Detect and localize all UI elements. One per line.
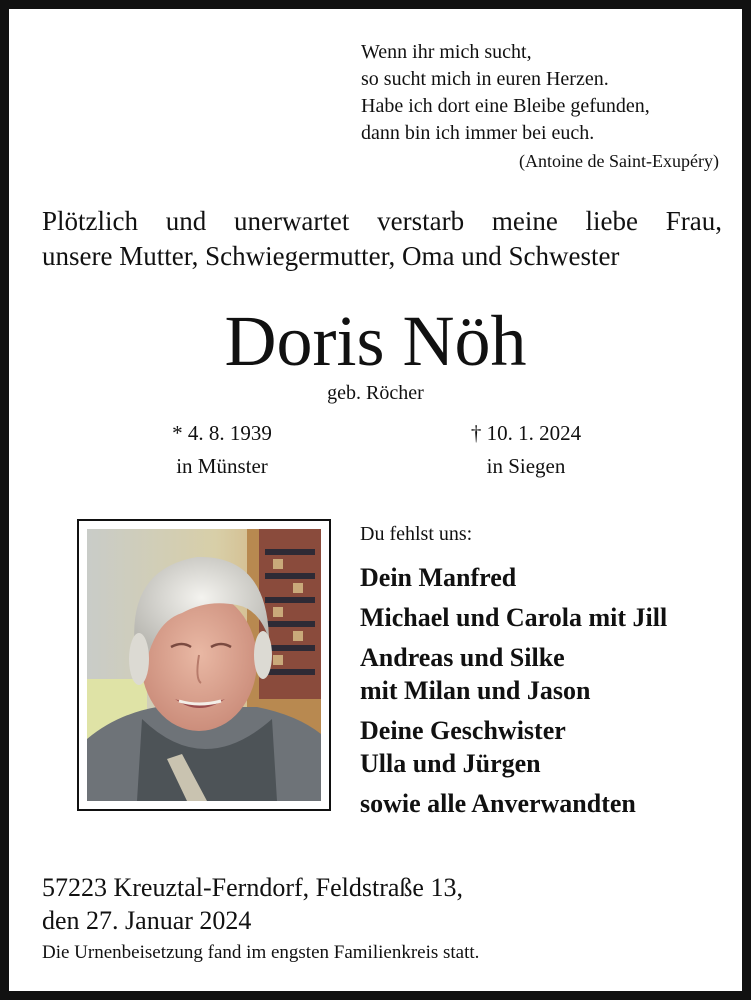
survivor-line: sowie alle Anverwandten	[360, 789, 636, 818]
poem-source: (Antoine de Saint-Exupéry)	[519, 151, 719, 171]
survivor-group	[360, 787, 740, 820]
maiden-name: geb. Röcher	[327, 382, 424, 404]
survivors-list	[360, 521, 740, 827]
survivor-group	[360, 714, 740, 780]
footer	[42, 871, 732, 967]
death-place: in Siegen	[486, 454, 566, 478]
poem-line: so sucht mich in euren Herzen.	[361, 68, 609, 90]
announcement-line: Plötzlich und unerwartet verstarb meine liebe Frau,	[42, 206, 722, 236]
announcement-line: unsere Mutter, Schwiegermutter, Oma und Schwester	[42, 241, 620, 271]
poem-line: dann bin ich immer bei euch.	[361, 122, 595, 144]
survivor-line: Deine Geschwister	[360, 716, 566, 745]
announcement-text	[42, 204, 722, 274]
birth-date: * 4. 8. 1939	[172, 421, 272, 445]
survivor-line: Andreas und Silke	[360, 643, 565, 672]
death-info	[406, 417, 646, 483]
poem-line: Wenn ihr mich sucht,	[361, 41, 532, 63]
burial-note: Die Urnenbeisetzung fand im engsten Familienkreis statt.	[42, 942, 480, 963]
survivor-line: Michael und Carola mit Jill	[360, 603, 668, 632]
survivor-group	[360, 641, 740, 707]
family-address: 57223 Kreuztal-Ferndorf, Feldstraße 13,	[42, 873, 463, 902]
survivor-group	[360, 561, 740, 594]
survivor-line: mit Milan und Jason	[360, 676, 591, 705]
death-date: † 10. 1. 2024	[470, 421, 582, 445]
deceased-name: Doris Nöh	[224, 301, 527, 381]
survivor-line: Ulla und Jürgen	[360, 749, 541, 778]
survivor-group	[360, 601, 740, 634]
survivor-line: Dein Manfred	[360, 563, 517, 592]
poem-line: Habe ich dort eine Bleibe gefunden,	[361, 95, 650, 117]
birth-info	[102, 417, 342, 483]
portrait-image	[87, 529, 321, 801]
survivors-lead: Du fehlst uns:	[360, 523, 473, 545]
portrait-photo	[77, 519, 331, 811]
notice-date: den 27. Januar 2024	[42, 906, 252, 935]
birth-place: in Münster	[176, 454, 268, 478]
poem-quote	[361, 39, 731, 173]
